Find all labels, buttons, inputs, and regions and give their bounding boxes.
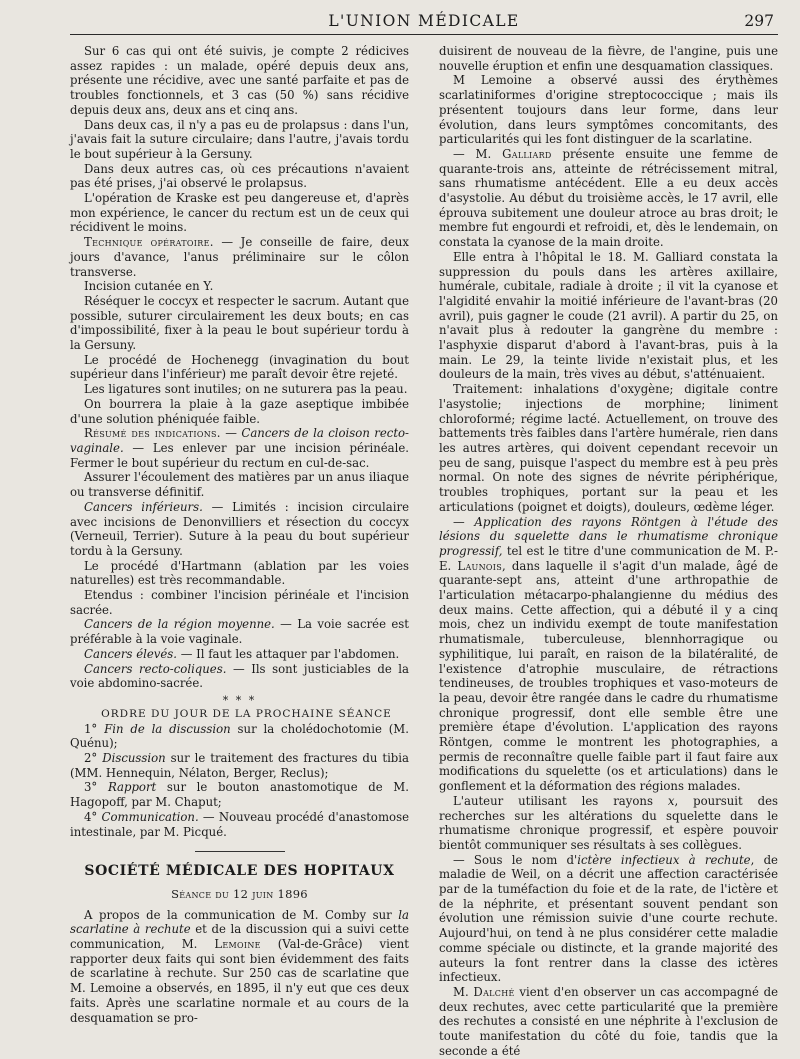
paragraph [70,617,409,646]
paragraph: Traitement: inhalations d'oxygène; digitale contre l'asystolie; injections de morphine; liniment chloroformé; régime lacté. Actuellement, on trouve des battements très faibles dans l'artère humérale, rien dans les autres artères, qui doivent cependant recevoir un peu de sang, puisque l'aspect du membre est à peu près normal. On note des signes de névrite périphérique, troubles trophiques, portant sur la peau et les articulations (poignet et doigts), douleurs, œdème léger. [439,382,778,514]
author-name: Dalché [473,985,515,999]
italic-term: ictère infectieux à rechute [577,852,751,867]
left-column [70,44,409,1059]
page-number: 297 [744,12,774,30]
author-name: Lemoine [214,937,261,952]
paragraph-text: , poursuit des recherches sur les altérations du squelette dans le rhumatisme chronique progressif, et espère pouvoir bientôt communiquer ses résultats à ses collègues. [439,793,778,852]
session-date: Séance du 12 juin 1896 [171,886,308,901]
italic-term: x [667,793,675,808]
paragraph [70,908,409,1026]
section-heading: SOCIÉTÉ MÉDICALE DES HOPITAUX [84,863,395,880]
paragraph [70,500,409,559]
italic-term: Discussion [102,751,166,766]
paragraph: Résumé des indications. — Cancers de la cloison recto-vaginale. — Les enlever par une incision périnéale. Fermer le bout supérieur du rectum en cul-de-sac. [70,426,410,470]
agenda-item [70,810,409,839]
paragraph-text: présente ensuite une femme de quarante-trois ans, atteinte de rétrécissement mitral, sans rhumatisme antécédent. Elle a eu deux accès d'asystolie. Au début du troisième accès, le 17 avril, elle éprouva subitement une douleur atroce au bras droit; le membre fut engourdi et refroidi, et, dès le lendemain, on constata la cyanose de la main droite. [439,146,778,250]
paragraph [70,235,409,279]
italic-term: la scarlatine à rechute [70,907,409,937]
paragraph-text: — Sous le nom d' [453,852,578,867]
paragraph: M Lemoine a observé aussi des érythèmes scarlatiniformes d'origine streptococcique ; mais ils présentent toujours dans leur forme, dans leur évolution, dans leurs symptômes concomitants, des particularités qui les font distinguer de la scarlatine. [439,73,778,147]
paragraph [70,647,409,662]
paragraph-text: tel est le titre d'une communication de M. P.-E. [439,543,778,573]
paragraph-text: — Ils sont justiciables de la voie abdomino-sacrée. [70,661,409,691]
paragraph [439,515,778,794]
italic-term: Cancers de la cloison recto-vaginale. [70,426,410,455]
right-column [439,44,778,1059]
author-name: Galliard [502,146,552,161]
paragraph: duisirent de nouveau de la fièvre, de l'angine, puis une nouvelle éruption et enfin une desquamation classiques. [439,44,778,73]
paragraph-text: — Il faut les attaquer par l'abdomen. [177,646,400,661]
author-name: Launois [457,558,503,573]
paragraph-text: — Limités : incision circulaire avec incisions de Denonvilliers et résection du coccyx (Verneuil, Terrier). Suture à la peau du bout supérieur tordu à la Gersuny. [70,499,410,558]
paragraph: Dans deux autres cas, où ces précautions n'avaient pas été prises, j'ai observé le prolapsus. [70,161,409,191]
paragraph: Incision cutanée en Y. [84,279,214,294]
italic-term: Rapport [107,780,157,795]
page-header [70,8,778,35]
italic-term: Communication. [101,809,199,824]
paragraph-text: — Je conseille de faire, deux jours d'avance, l'anus préliminaire sur le côlon transverse. [70,235,410,279]
agenda-title: ORDRE DU JOUR DE LA PROCHAINE SÉANCE [101,707,392,720]
italic-term: Application des rayons Röntgen à l'étude des lésions du squelette dans le rhumatisme chronique progressif, [439,514,779,558]
paragraph: Les ligatures sont inutiles; on ne suturera pas la peau. [84,382,408,397]
italic-term: Cancers inférieurs. [84,499,203,514]
italic-term: Cancers recto-coliques. [84,661,227,676]
paragraph [439,794,778,853]
agenda-text: sur la cholédochotomie (M. Quénu); [70,721,409,751]
paragraph-text: M. [453,985,474,999]
asterism: * * * [222,693,257,707]
paragraph [70,662,409,691]
paragraph [439,985,778,1059]
italic-term: Fin de la discussion [104,721,231,736]
paragraph-text: — [453,514,475,529]
italic-term: Cancers de la région moyenne. [84,617,275,632]
agenda-number: 1° [84,721,105,736]
paragraph-text: vient d'en observer un cas accompagné de deux rechutes, avec cette particularité que la première des rechutes a consisté en une néphrite à l'exclusion de toute manifestation du côté du foie, tandis que la seconde a été [439,985,778,1058]
paragraph-text: — Les enlever par une incision périnéale. Fermer le bout supérieur du rectum en cul-de-sac. [70,440,409,470]
section-lead: Technique opératoire. [84,235,214,250]
agenda-number: 3° [84,780,108,795]
paragraph-text: L'auteur utilisant les rayons [453,793,668,808]
paragraph-text: — La voie sacrée est préférable à la voie vaginale. [70,617,409,647]
italic-term: Cancers élevés. [84,646,178,661]
agenda-text: sur le traitement des fractures du tibia (MM. Hennequin, Nélaton, Berger, Reclus); [70,751,409,780]
paragraph: Le procédé de Hochenegg (invagination du bout supérieur dans l'inférieur) me paraît devoir être rejeté. [70,352,409,382]
paragraph: Sur 6 cas qui ont été suivis, je compte 2 rédicives assez rapides : un malade, opéré depuis deux ans, présente une récidive, avec une santé parfaite et pas de troubles fonctionnels, et 3 cas (50 %) sans récidive depuis deux ans, deux ans et cinq ans. [70,44,409,117]
agenda-number: 2° [84,751,103,766]
paragraph: Etendus : combiner l'incision périnéale et l'incision sacrée. [70,588,409,617]
paragraph-text: , de maladie de Weil, on a décrit une affection caractérisée par de la tuméfaction du foie et de la rate, de l'ictère et de la néphrite, et présentant souvent pendant son évolution une rémission suivie d'une courte rechute. Aujourd'hui, on tend à ne plus considérer cette maladie comme spéciale ou distincte, et la grande majorité des auteurs la font rentrer dans la classe des ictères infectieux. [439,852,778,985]
paragraph: Réséquer le coccyx et respecter le sacrum. Autant que possible, suturer circulairement les deux bouts; en cas d'impossibilité, fixer à la peau le bout supérieur tordu à la Gersuny. [70,293,409,353]
paragraph [439,147,778,250]
agenda-item [70,780,409,809]
paragraph-text: , dans laquelle il s'agit d'un malade, âgé de quarante-sept ans, atteint d'une arthropathie de l'articulation métacarpo-phalangienne du médius des deux mains. Cette affection, qui a débuté il y a cinq mois, chez un individu exempt de toute manifestation rhumatismale, tuberculeuse, blennhorragique ou syphilitique, lui paraît, en raison de la bilatéralité, de l'existence d'atrophie musculaire, de rétractions tendineuses, de troubles trophiques et vaso-moteurs de la peau, devoir être rangée dans le cadre du rhumatisme chronique progressif, dont elle semble être une première étape d'évolution. L'application des rayons Röntgen, comme le montrent les photographies, a permis de reconnaître quelle faible part il faut faire aux modifications du squelette (os et articulations) dans le gonflement et la déformation des régions malades. [439,558,779,794]
agenda-text: sur le bouton anastomotique de M. Hagopoff, par M. Chaput; [70,780,409,810]
paragraph: Elle entra à l'hôpital le 18. M. Galliard constata la suppression du pouls dans les artères axillaire, humérale, cubitale, radiale à droite ; il vit la cyanose et l'algidité envahir la moitié inférieure de l'avant-bras (20 avril), puis gagner le coude (21 avril). A partir du 25, on n'avait plus à redouter la gangrène du membre : l'asphyxie disparut d'abord à l'avant-bras, puis à la main. Le 29, la teinte livide n'existait plus, et les douleurs de la main, très vives au début, s'atténuaient. [439,249,778,382]
paragraph: Dans deux cas, il n'y a pas eu de prolapsus : dans l'un, j'avais fait la suture circulaire; dans l'autre, j'avais tordu le bout supérieur à la Gersuny. [70,117,409,161]
paragraph-text: — M. [453,146,503,161]
agenda-text: — Nouveau procédé d'anastomose intestinale, par M. Picqué. [70,809,409,839]
paragraph-text: (Val-de-Grâce) vient rapporter deux faits qui sont bien évidemment des faits de scarlatine à rechute. Sur 250 cas de scarlatine que M. Lemoine a observés, en 1895, il n'y eut que ces deux faits. Après une scarlatine normale et au cours de la desquamation se pro- [70,937,409,1025]
paragraph: On bourrera la plaie à la gaze aseptique imbibée d'une solution phéniquée faible. [70,396,409,426]
paragraph: L'opération de Kraske est peu dangereuse et, d'après mon expérience, le cancer du rectum est un de ceux qui récidivent le moins. [70,191,409,235]
section-lead: Résumé des indications. [84,426,221,441]
section-divider [195,851,285,852]
paragraph-text: A propos de la communication de M. Comby sur [84,907,399,922]
running-title: L'UNION MÉDICALE [328,12,520,30]
agenda-item [70,722,409,751]
paragraph-text: et de la discussion qui a suivi cette communication, M. [70,922,409,952]
paragraph [439,853,778,985]
agenda-number: 4° [84,809,102,824]
agenda-item [70,751,409,780]
two-column-body [70,44,778,1059]
paragraph: Assurer l'écoulement des matières par un anus iliaque ou transverse définitif. [70,470,409,500]
paragraph: Le procédé d'Hartmann (ablation par les voies naturelles) est très recommandable. [70,558,409,588]
